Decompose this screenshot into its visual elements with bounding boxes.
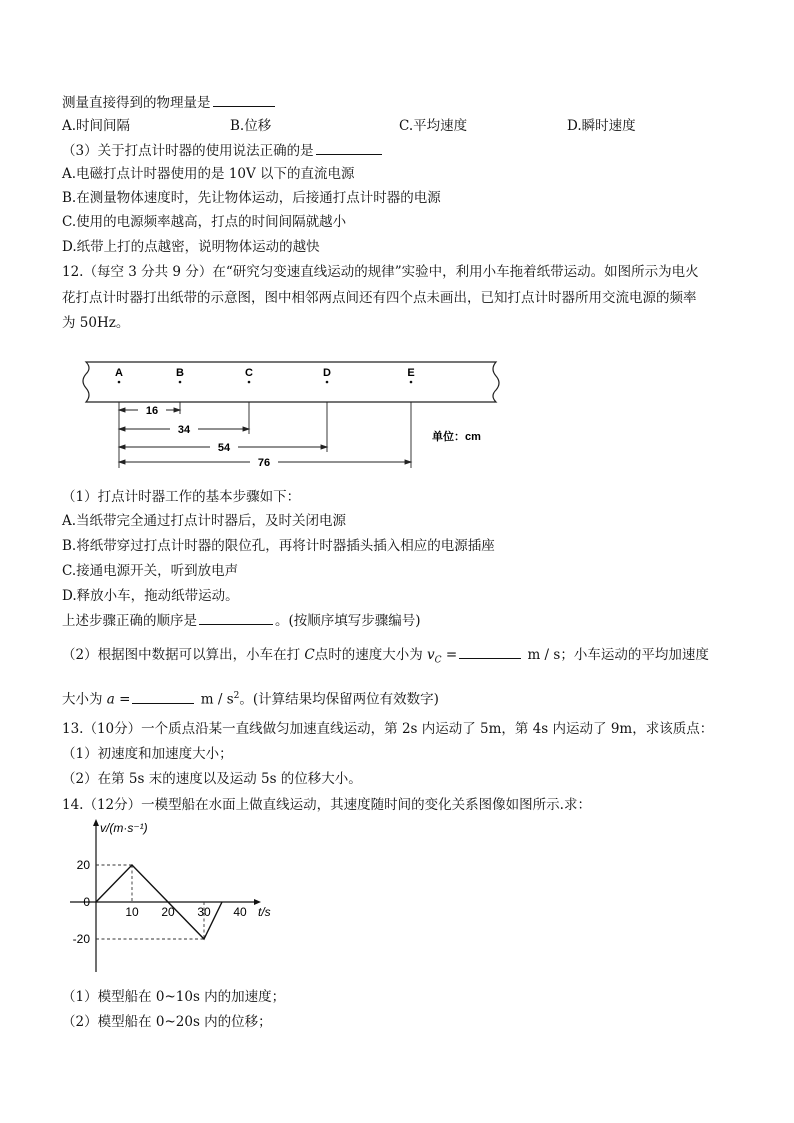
q12-step-a: A.当纸带完全通过打点计时器后，及时关闭电源 [62,513,347,529]
q11-sub3-option-d: D.纸带上打的点越密，说明物体运动的越快 [62,239,320,255]
q11-options [62,116,702,136]
point-label-a: A [115,367,123,379]
y-axis-arrow [93,819,99,826]
point-dot-a [118,381,121,384]
point-dot-b [179,381,182,384]
q12-intro-3: 为 50Hz。 [62,315,130,331]
q11-measure-line: 测量直接得到的物理量是 [62,92,277,113]
point-label-d: D [323,367,331,379]
y-tick-label: 0 [83,895,90,909]
q12-intro-2: 花打点计时器打出纸带的示意图，图中相邻两点间还有四个点未画出，已知打点计时器所用交流电源的频率 [62,290,697,306]
unit-label: 单位：cm [432,431,481,443]
distance-ad: 54 [217,442,231,454]
q14-sub2: （2）模型船在 0~20s 内的位移； [62,1014,272,1030]
answer-blank[interactable] [132,689,194,704]
q12-sub2-line1: （2）根据图中数据可以算出，小车在打 C点时的速度大小为 $v_C = m / s$；小车运动的平均加速度 [62,644,709,671]
y-axis-label: v/(m·s⁻¹) [100,821,148,835]
answer-blank[interactable] [316,140,382,155]
q12-step-b: B.将纸带穿过打点计时器的限位孔，再将计时器插头插入相应的电源插座 [62,538,495,554]
point-dot-e [410,381,413,384]
q12-order-line: 上述步骤正确的顺序是 。(按顺序填写步骤编号) [62,610,421,631]
y-tick-label: 20 [76,858,90,872]
paper-tape-diagram [74,354,514,474]
tape-outline [83,362,499,402]
answer-blank[interactable] [213,92,275,107]
point-dot-c [248,381,251,384]
q14-intro: 14.（12分）一模型船在水面上做直线运动，其速度随时间的变化关系图像如图所示.求： [62,797,591,813]
q12-intro-1: 12.（每空 3 分共 9 分）在“研究匀变速直线运动的规律”实验中，利用小车拖着纸带运动。如图所示为电火 [62,264,699,280]
q13-intro: 13.（10分）一个质点沿某一直线做匀加速直线运动，第 2s 内运动了 5m，第 4s 内运动了 9m，求该质点： [62,721,714,737]
tape-points [115,367,415,383]
q12-sub1: （1）打点计时器工作的基本步骤如下： [62,489,301,505]
q14-sub1: （1）模型船在 0~10s 内的加速度； [62,989,286,1005]
q13-sub2: （2）在第 5s 末的速度以及运动 5s 的位移大小。 [62,771,362,787]
option-d: D.瞬时速度 [567,118,636,134]
point-label-b: B [176,367,184,379]
answer-blank[interactable] [459,644,521,659]
x-tick-label: 30 [197,905,211,919]
option-c: C.平均速度 [399,118,468,134]
x-tick-label: 40 [233,905,247,919]
y-tick-label: -20 [72,932,90,946]
point-label-e: E [407,367,415,379]
x-axis-label: t/s [258,905,271,919]
q11-sub3-option-a: A.电磁打点计时器使用的是 10V 以下的直流电源 [62,166,355,182]
answer-blank[interactable] [199,610,273,625]
q11-sub3-option-b: B.在测量物体速度时，先让物体运动，后接通打点计时器的电源 [62,190,441,206]
q12-step-c: C.接通电源开关，听到放电声 [62,563,239,579]
q12-sub2-line2: 大小为 $a = m / s^2$。(计算结果均保留两位有效数字) [62,686,439,710]
q12-step-d: D.释放小车，拖动纸带运动。 [62,588,239,604]
distance-ae: 76 [257,457,271,469]
q11-sub3: （3）关于打点计时器的使用说法正确的是 [62,140,384,161]
option-a: A.时间间隔 [62,118,131,134]
x-tick-label: 20 [161,905,175,919]
graph-axes [70,819,261,972]
option-b: B.位移 [230,118,272,134]
q11-sub3-option-c: C.使用的电源频率越高，打点的时间间隔就越小 [62,214,347,230]
x-tick-label: 10 [125,905,139,919]
q13-sub1: （1）初速度和加速度大小； [62,746,233,762]
velocity-time-graph [62,814,302,976]
point-label-c: C [245,367,253,379]
distance-ac: 34 [177,424,191,436]
dimension-arrows [119,408,411,464]
distance-ab: 16 [145,405,159,417]
point-dot-d [326,381,329,384]
